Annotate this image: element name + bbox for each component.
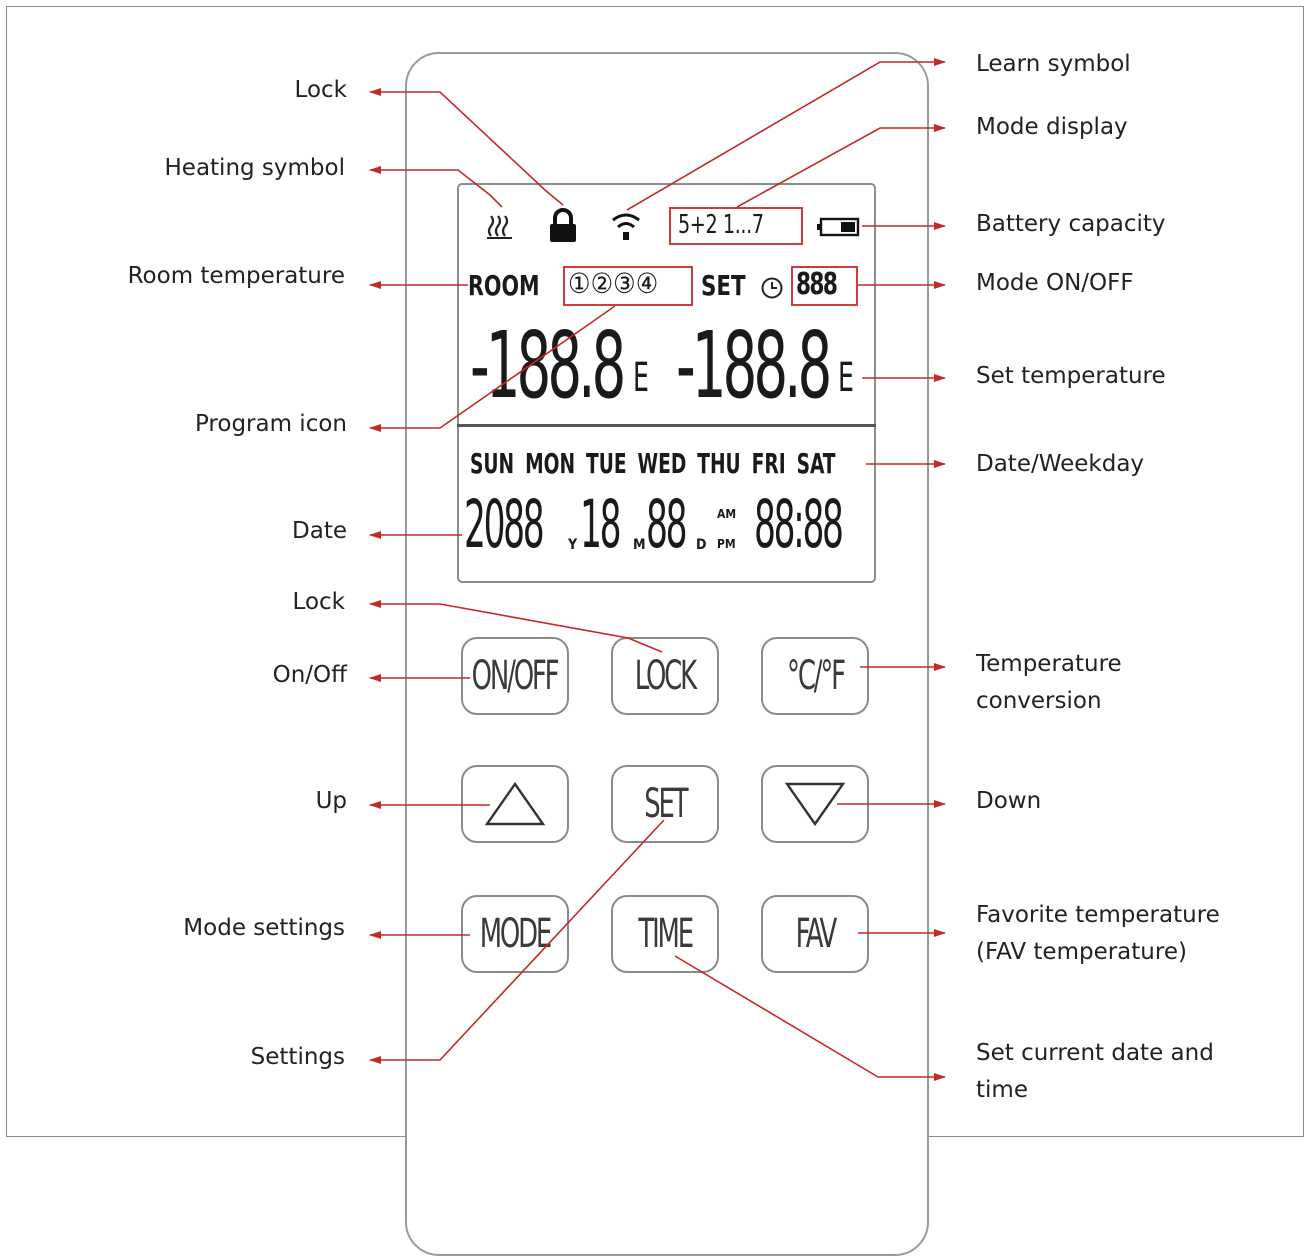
day-digits: 88 [646, 486, 686, 563]
label-favorite-temperature-1: Favorite temperature [976, 902, 1220, 928]
on-off-button-label: ON/OFF [472, 653, 558, 699]
callout-line-heating [370, 170, 502, 207]
pm-marker: PM [717, 537, 736, 551]
time-digits: 88:88 [754, 486, 842, 563]
label-set-current-date-1: Set current date and [976, 1040, 1214, 1066]
time-button-label: TIME [638, 911, 692, 957]
label-favorite-temperature-2: (FAV temperature) [976, 939, 1187, 965]
room-label: ROOM [468, 269, 540, 302]
set-temperature-digits: -188.8 [676, 312, 829, 419]
label-up: Up [315, 788, 347, 814]
fav-button-label: FAV [795, 911, 835, 957]
set-temperature-unit: E [838, 355, 854, 401]
mode-display-text: 5+2 1...7 [678, 210, 764, 240]
label-battery-capacity: Battery capacity [976, 211, 1166, 237]
callout-line-learn [627, 62, 945, 210]
label-learn-symbol: Learn symbol [976, 51, 1131, 77]
mode-button-label: MODE [479, 911, 551, 957]
callout-line-program [370, 306, 615, 428]
year-digits: 2088 [464, 486, 543, 563]
label-mode-display: Mode display [976, 114, 1128, 140]
room-temperature-unit: E [633, 355, 649, 401]
label-lock-button: Lock [292, 589, 345, 615]
month-marker: M [633, 537, 646, 553]
callout-line-lock-button [370, 604, 662, 652]
lock-button-label: LOCK [634, 653, 696, 699]
callout-line-mode-display [737, 128, 945, 207]
label-heating-symbol: Heating symbol [164, 155, 345, 181]
label-temperature-conversion-1: Temperature [976, 651, 1122, 677]
am-marker: AM [717, 507, 737, 521]
label-temperature-conversion-2: conversion [976, 688, 1102, 714]
callout-line-lock-top [370, 92, 563, 205]
month-digits: 18 [580, 486, 620, 563]
label-room-temperature: Room temperature [127, 263, 345, 289]
label-down: Down [976, 788, 1042, 814]
callout-line-date-time [675, 956, 945, 1077]
year-marker: Y [568, 537, 578, 553]
weekday-row: SUN MON TUE WED THU FRI SAT [470, 447, 836, 480]
day-marker: D [696, 537, 707, 553]
set-button-label: SET [643, 781, 687, 827]
label-on-off: On/Off [272, 662, 347, 688]
label-program-icon: Program icon [194, 411, 347, 437]
label-date-weekday: Date/Weekday [976, 451, 1145, 477]
label-set-temperature: Set temperature [976, 363, 1166, 389]
label-date: Date [292, 518, 347, 544]
label-settings: Settings [250, 1044, 345, 1070]
program-numbers: ①②③④ [568, 267, 659, 300]
label-set-current-date-2: time [976, 1077, 1028, 1103]
label-lock-top: Lock [294, 77, 347, 103]
conversion-button-label: °C/°F [786, 653, 844, 699]
mode-segments: 888 [796, 267, 837, 302]
callout-line-settings [370, 820, 664, 1060]
label-mode-on-off: Mode ON/OFF [976, 270, 1134, 296]
set-label: SET [701, 269, 746, 302]
room-temperature-digits: -188.8 [470, 312, 623, 419]
label-mode-settings: Mode settings [183, 915, 345, 941]
